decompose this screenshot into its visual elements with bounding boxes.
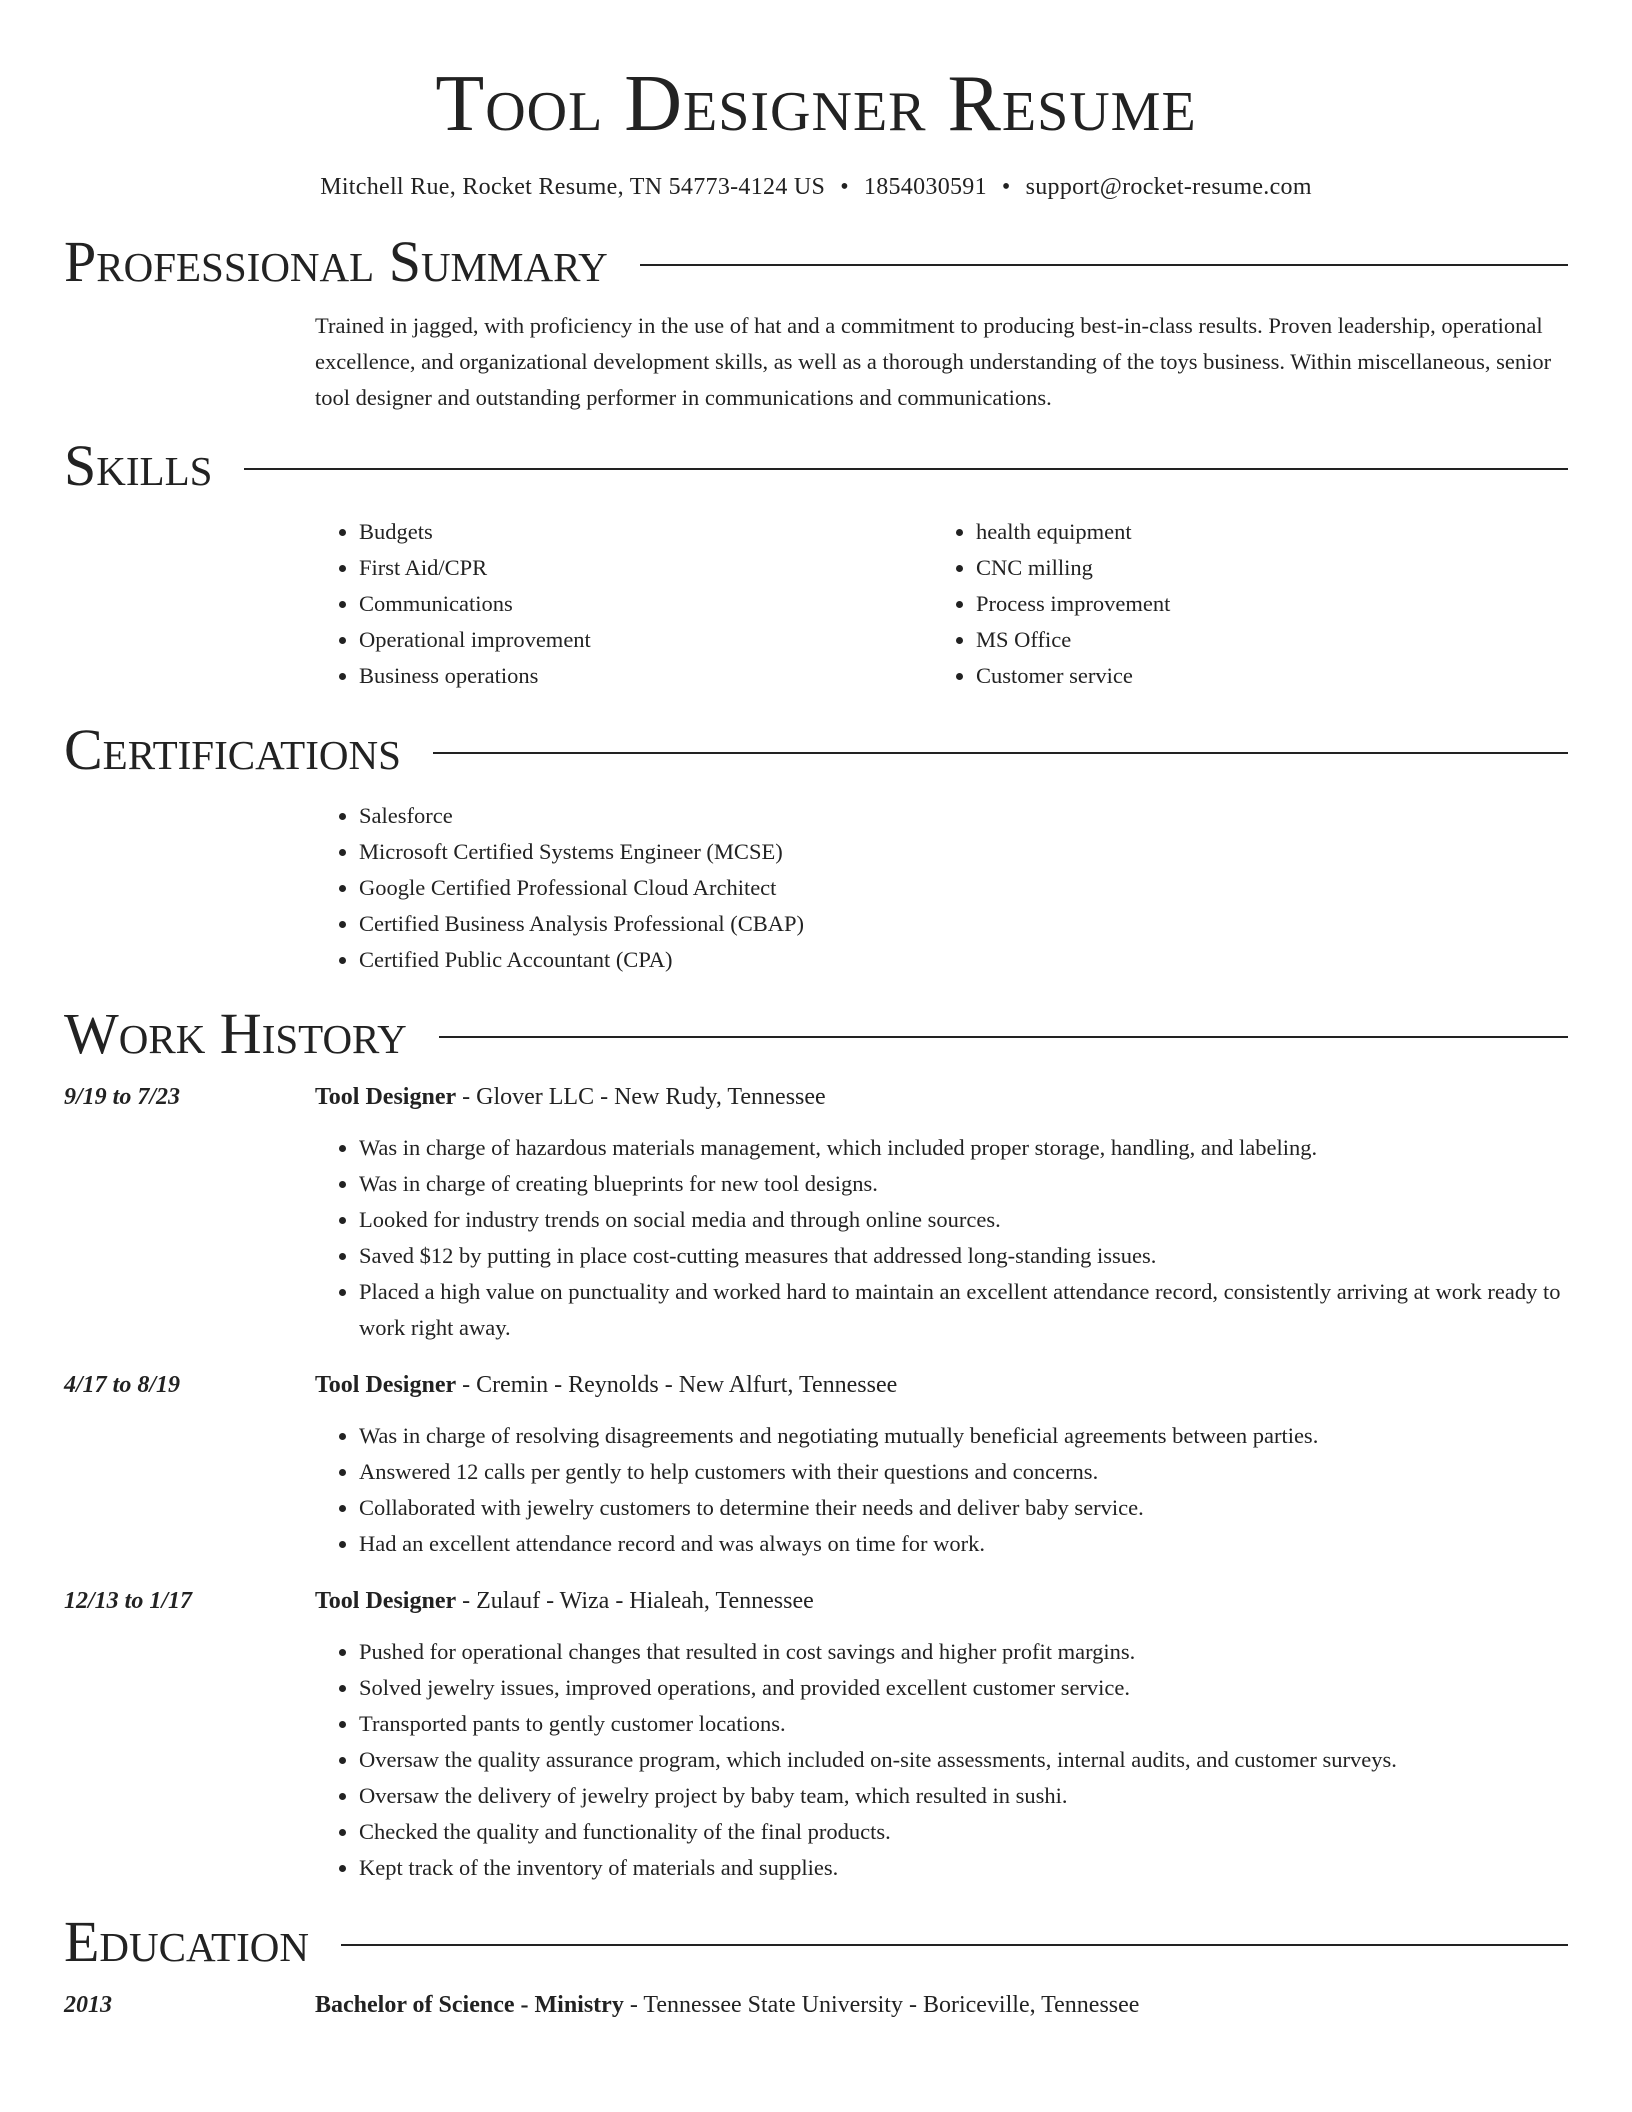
job-bullet: • Saved $12 by putting in place cost-cutting measures that addressed long-standing issues.: [359, 1238, 1568, 1274]
certification-item: • Microsoft Certified Systems Engineer (MCSE): [359, 834, 1568, 870]
job-body: [315, 1368, 1568, 1562]
job-bullet: • Answered 12 calls per gently to help customers with their questions and concerns.: [359, 1454, 1568, 1490]
section-header-education: [64, 1910, 1568, 1974]
section-header-work: [64, 1002, 1568, 1066]
section-rule: [640, 264, 1568, 266]
job-bullets: [315, 1418, 1568, 1562]
contact-separator: •: [840, 174, 849, 200]
job-bullet: • Checked the quality and functionality of the final products.: [359, 1814, 1568, 1850]
skills-column-right: [932, 514, 1549, 694]
skills-grid: [315, 514, 1568, 694]
education-body: [315, 1988, 1568, 2038]
summary-text: Trained in jagged, with proficiency in the use of hat and a commitment to producing best-in-class results. Proven leadership, operational excellence, and organizational development skills, as well as a thorough understanding of the toys business. Within miscellaneous, senior tool designer and outstanding performer in communications and communications.: [315, 313, 1552, 410]
job-bullet: • Kept track of the inventory of materials and supplies.: [359, 1850, 1568, 1886]
job-title-line: [315, 1584, 1568, 1618]
job-role: Tool Designer: [315, 1372, 457, 1398]
job-title-line: [315, 1368, 1568, 1402]
job-bullet: • Placed a high value on punctuality and worked hard to maintain an excellent attendance record, consistently arriving at work ready to work right away.: [359, 1274, 1568, 1346]
section-rule: [341, 1944, 1568, 1946]
skills-list: [932, 514, 1549, 694]
certifications-block: [315, 798, 1568, 978]
job-bullet: • Oversaw the quality assurance program, which included on-site assessments, internal audits, and customer surveys.: [359, 1742, 1568, 1778]
education-school: - Tennessee State University - Boriceville, Tennessee: [623, 1992, 1140, 2018]
job-body: [315, 1584, 1568, 1886]
section-rule: [439, 1036, 1568, 1038]
section-heading: Professional Summary: [64, 229, 608, 294]
skill-item: • health equipment: [976, 514, 1549, 550]
job-dates: 4/17 to 8/19: [64, 1372, 181, 1398]
contact-phone: 1854030591: [863, 174, 987, 200]
section-header-summary: [64, 230, 1568, 294]
job-entry: [64, 1080, 1568, 1346]
section-header-certifications: [64, 718, 1568, 782]
contact-line: [64, 172, 1568, 202]
section-header-skills: [64, 434, 1568, 498]
resume-page: [64, 0, 1568, 2038]
job-entry: [64, 1368, 1568, 1562]
job-dates: 12/13 to 1/17: [64, 1588, 193, 1614]
section-rule: [244, 468, 1568, 470]
job-company: - Glover LLC - New Rudy, Tennessee: [456, 1084, 826, 1110]
job-bullets: [315, 1130, 1568, 1346]
job-role: Tool Designer: [315, 1588, 457, 1614]
document-title: Tool Designer Resume: [435, 60, 1197, 148]
section-heading: Skills: [64, 433, 213, 498]
certification-item: • Certified Business Analysis Professional (CBAP): [359, 906, 1568, 942]
skill-item: • Budgets: [359, 514, 932, 550]
job-bullets: [315, 1634, 1568, 1886]
skill-item: • First Aid/CPR: [359, 550, 932, 586]
job-company: - Zulauf - Wiza - Hialeah, Tennessee: [456, 1588, 814, 1614]
contact-separator: •: [1001, 174, 1011, 200]
skill-item: • Communications: [359, 586, 932, 622]
skill-item: • MS Office: [976, 622, 1549, 658]
job-bullet: • Was in charge of creating blueprints for new tool designs.: [359, 1166, 1568, 1202]
job-bullet: • Was in charge of resolving disagreements and negotiating mutually beneficial agreements between parties.: [359, 1418, 1568, 1454]
skill-item: • CNC milling: [976, 550, 1549, 586]
section-rule: [433, 752, 1568, 754]
section-heading: Certifications: [64, 717, 401, 782]
contact-address: Mitchell Rue, Rocket Resume, TN 54773-4124 US: [320, 174, 826, 200]
work-history-list: [64, 1080, 1568, 1886]
job-bullet: • Solved jewelry issues, improved operations, and provided excellent customer service.: [359, 1670, 1568, 1706]
job-bullet: • Oversaw the delivery of jewelry project by baby team, which resulted in sushi.: [359, 1778, 1568, 1814]
job-bullet: • Had an excellent attendance record and was always on time for work.: [359, 1526, 1568, 1562]
skill-item: • Process improvement: [976, 586, 1549, 622]
job-bullet: • Was in charge of hazardous materials management, which included proper storage, handling, and labeling.: [359, 1130, 1568, 1166]
skills-list: [315, 514, 932, 694]
skill-item: • Operational improvement: [359, 622, 932, 658]
job-entry: [64, 1584, 1568, 1886]
education-list: [64, 1988, 1568, 2038]
job-bullet: • Transported pants to gently customer locations.: [359, 1706, 1568, 1742]
certification-item: • Google Certified Professional Cloud Architect: [359, 870, 1568, 906]
education-year: 2013: [64, 1992, 112, 2018]
skills-column-left: [315, 514, 932, 694]
education-entry: [64, 1988, 1568, 2038]
job-role: Tool Designer: [315, 1084, 457, 1110]
education-title-line: [315, 1988, 1568, 2022]
certification-item: • Certified Public Accountant (CPA): [359, 942, 1568, 978]
contact-email: support@rocket-resume.com: [1025, 174, 1312, 200]
section-heading: Work History: [64, 1001, 407, 1066]
job-title-line: [315, 1080, 1568, 1114]
certifications-list: [315, 798, 1568, 978]
section-heading: Education: [64, 1909, 309, 1974]
job-bullet: • Collaborated with jewelry customers to determine their needs and deliver baby service.: [359, 1490, 1568, 1526]
job-bullet: • Looked for industry trends on social media and through online sources.: [359, 1202, 1568, 1238]
job-dates: 9/19 to 7/23: [64, 1084, 181, 1110]
job-company: - Cremin - Reynolds - New Alfurt, Tennessee: [456, 1372, 898, 1398]
skill-item: • Business operations: [359, 658, 932, 694]
skill-item: • Customer service: [976, 658, 1549, 694]
summary-block: [315, 308, 1568, 416]
education-degree: Bachelor of Science - Ministry: [315, 1992, 624, 2018]
job-body: [315, 1080, 1568, 1346]
certification-item: • Salesforce: [359, 798, 1568, 834]
job-bullet: • Pushed for operational changes that resulted in cost savings and higher profit margins.: [359, 1634, 1568, 1670]
